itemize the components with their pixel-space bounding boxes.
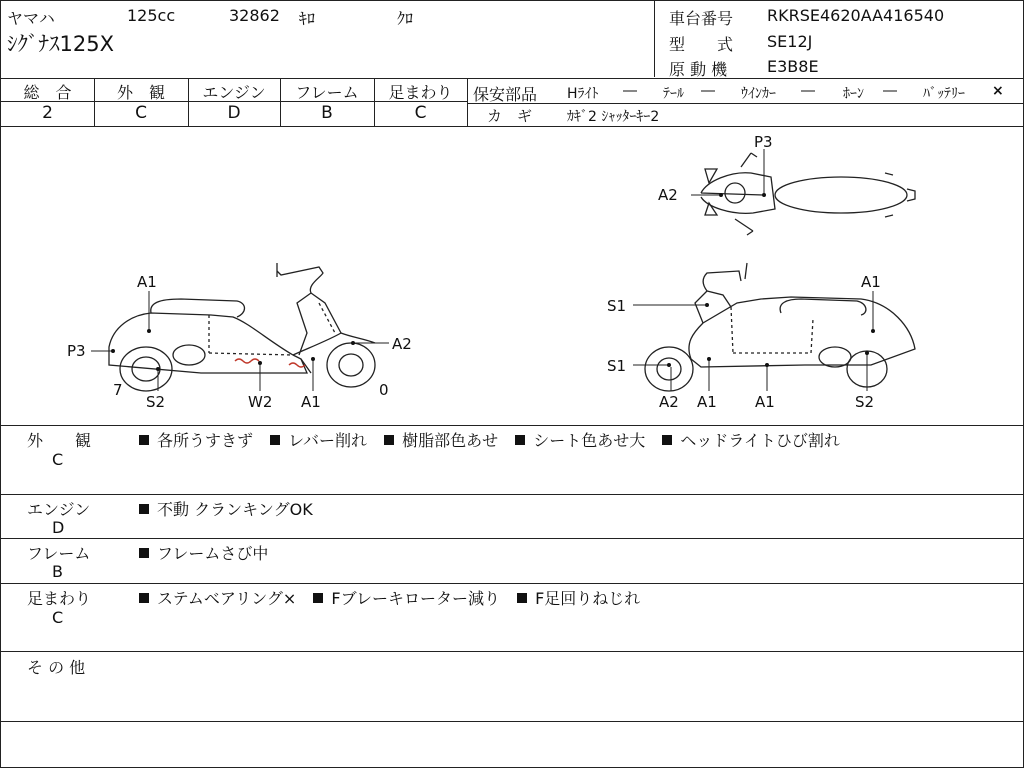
scratch-mark — [235, 359, 259, 363]
winker-value: ― — [801, 83, 815, 99]
diagram-right-label: S1 — [607, 357, 627, 375]
diagram-left-label: P3 — [67, 342, 86, 360]
tail-value: ― — [701, 83, 715, 99]
grade-frame-value: B — [321, 103, 333, 123]
note-engine-items — [137, 497, 323, 520]
headlight-label: Hﾗｲﾄ — [567, 86, 599, 102]
note-item: 各所うすきず — [157, 431, 254, 450]
diagram-top-label: P3 — [754, 133, 773, 151]
note-engine-grade: D — [52, 518, 65, 537]
note-exterior-label: 外 観 — [27, 431, 92, 450]
note-item: ステムベアリング× — [157, 589, 297, 608]
mileage: 32862 — [229, 6, 280, 25]
winker-label: ｳｲﾝｶｰ — [741, 86, 776, 102]
note-item: 樹脂部色あせ — [402, 431, 499, 450]
headlight-value: ― — [623, 83, 637, 99]
note-item: フレームさび中 — [157, 544, 269, 563]
diagram-left-label: A2 — [392, 335, 412, 353]
grade-frame-label: フレーム — [295, 83, 359, 102]
mileage-unit: ｷﾛ — [299, 9, 316, 28]
diagram-right-label: A1 — [861, 273, 881, 291]
damage-diagram — [1, 127, 1023, 425]
diagram-right-label: S2 — [855, 393, 875, 411]
grade-suspension-label: 足まわり — [388, 83, 453, 102]
horn-label: ﾎｰﾝ — [843, 86, 864, 102]
safety-title: 保安部品 — [473, 85, 538, 104]
model-name: ｼｸﾞﾅｽ125X — [7, 32, 114, 56]
displacement: 125cc — [127, 6, 176, 25]
note-item: ヘッドライトひび割れ — [680, 431, 840, 450]
grade-engine-value: D — [227, 103, 241, 123]
diagram-right-label: A1 — [755, 393, 775, 411]
grade-engine-label: エンジン — [202, 83, 266, 102]
diagram-right-label: A1 — [697, 393, 717, 411]
note-suspension-grade: C — [52, 608, 64, 627]
note-exterior-grade: C — [52, 450, 64, 469]
color: ｸﾛ — [397, 9, 414, 28]
note-item: 不動 クランキングOK — [157, 500, 313, 519]
note-frame-grade: B — [52, 562, 63, 581]
note-exterior-items — [137, 428, 850, 451]
vin: RKRSE4620AA416540 — [767, 6, 945, 25]
grade-exterior-label: 外 観 — [116, 83, 165, 102]
battery-label: ﾊﾞｯﾃﾘｰ — [923, 86, 965, 102]
engine-code: E3B8E — [767, 57, 819, 76]
diagram-right-label: S1 — [607, 297, 627, 315]
note-item: Fブレーキローター減り — [331, 589, 500, 608]
note-frame-items — [137, 541, 278, 564]
model-label: 型 式 — [669, 35, 734, 54]
diagram-left-label: 0 — [379, 381, 389, 399]
horn-value: ― — [883, 83, 897, 99]
note-item: シート色あせ大 — [533, 431, 646, 450]
grade-suspension-value: C — [414, 103, 427, 123]
model-code: SE12J — [767, 32, 813, 51]
note-other-label: そ の 他 — [27, 658, 86, 677]
note-engine-label: エンジン — [27, 500, 91, 519]
maker: ヤマハ — [7, 9, 55, 28]
note-suspension-items — [137, 586, 650, 609]
diagram-left-label: S2 — [146, 393, 166, 411]
diagram-right-label: A2 — [659, 393, 679, 411]
key-value: ｶｷﾞ2 ｼｬｯﾀｰｷｰ2 — [567, 109, 660, 125]
engine-label: 原 動 機 — [669, 60, 728, 79]
note-suspension-label: 足まわり — [27, 589, 92, 608]
diagram-left-label: A1 — [137, 273, 157, 291]
diagram-left-label: A1 — [301, 393, 321, 411]
diagram-top-label: A2 — [658, 186, 678, 204]
grade-total-value: 2 — [42, 103, 53, 123]
diagram-left-label: W2 — [248, 393, 273, 411]
grade-total-label: 総 合 — [23, 83, 72, 102]
grade-exterior-value: C — [135, 103, 147, 123]
key-label: カ ギ — [487, 107, 533, 125]
tail-label: ﾃｰﾙ — [663, 86, 684, 102]
note-item: F足回りねじれ — [535, 589, 641, 608]
vin-label: 車台番号 — [669, 9, 734, 28]
note-frame-label: フレーム — [27, 544, 91, 563]
diagram-left-label: 7 — [113, 381, 123, 399]
battery-value: × — [992, 83, 1004, 99]
note-item: レバー削れ — [288, 431, 367, 450]
scooter-top-view — [701, 153, 915, 235]
